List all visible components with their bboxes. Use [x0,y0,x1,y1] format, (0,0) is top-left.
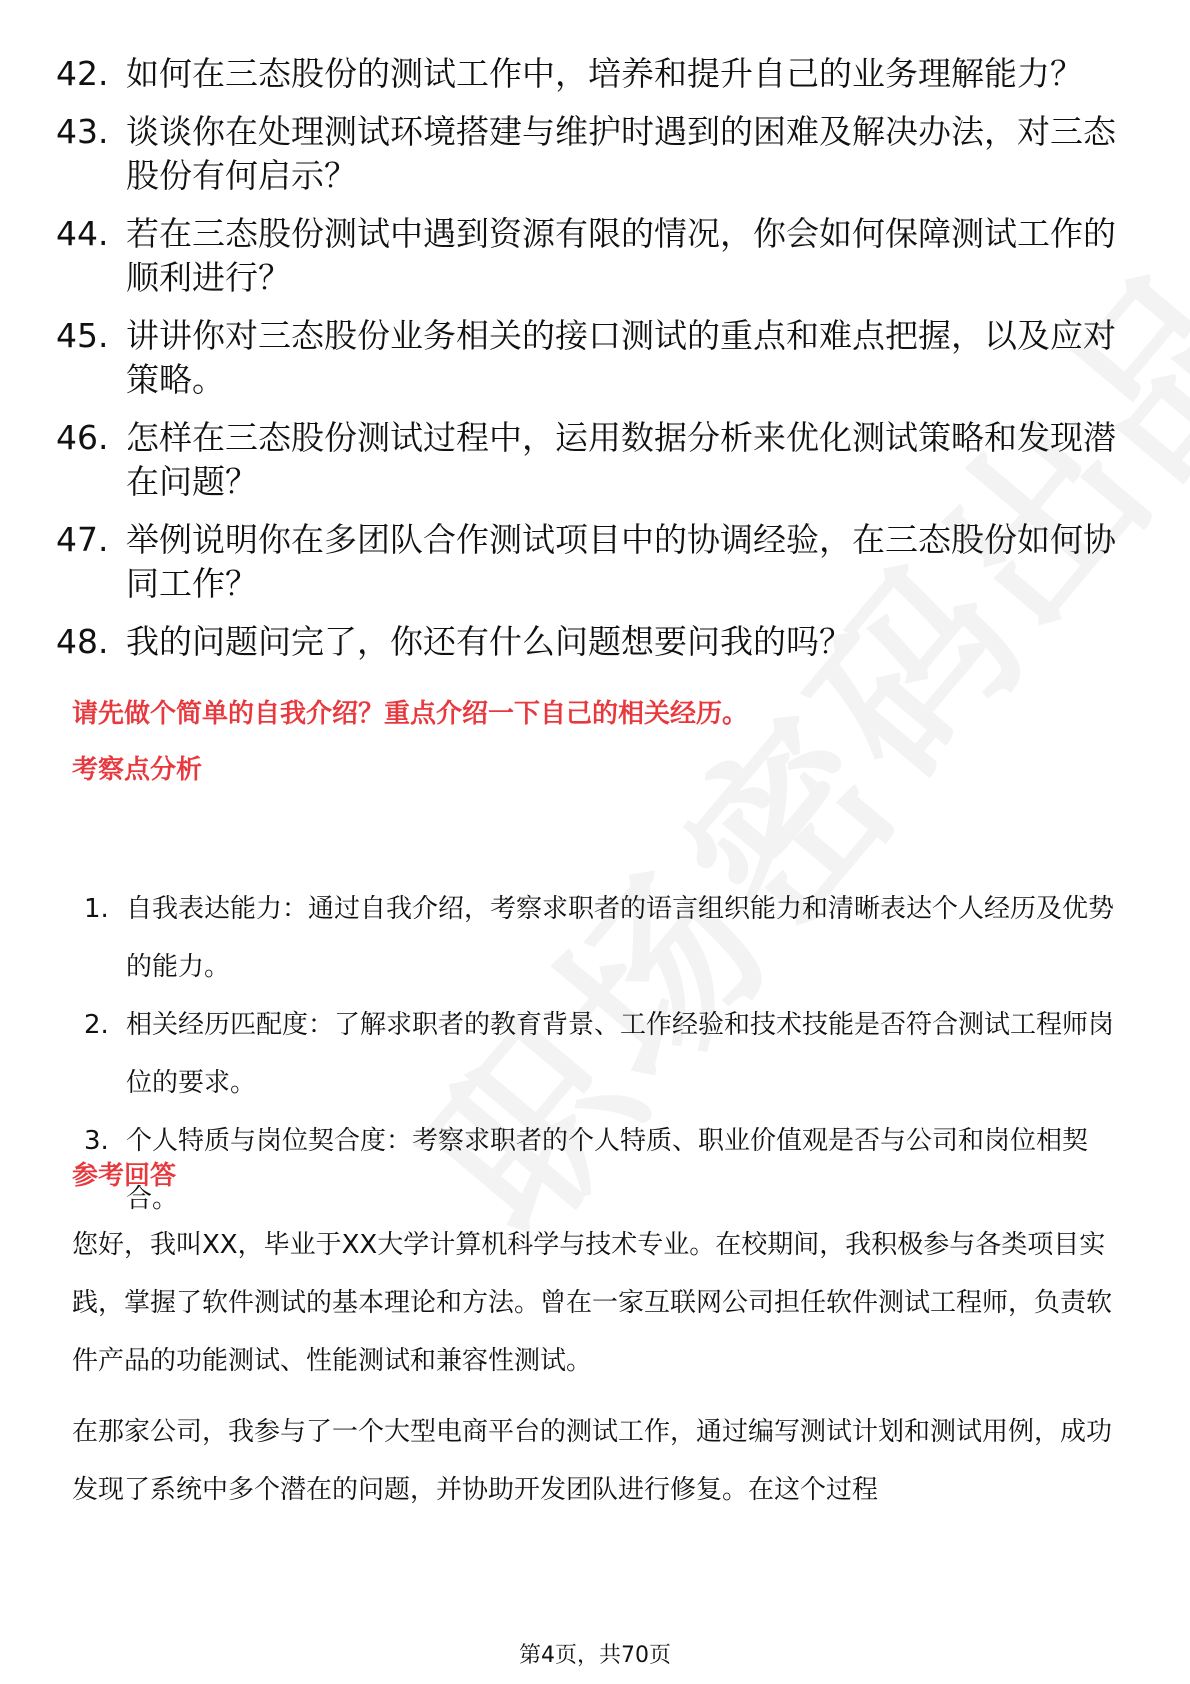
question-item [56,110,1136,198]
analysis-heading: 考察点分析 [72,755,203,785]
answer-paragraph: 在那家公司，我参与了一个大型电商平台的测试工作，通过编写测试计划和测试用例，成功发现了系统中多个潜在的问题，并协助开发团队进行修复。在这个过程 [72,1417,1113,1505]
question-item [56,314,1136,402]
analysis-item [84,880,1124,996]
analysis-text: 相关经历匹配度：了解求职者的教育背景、工作经验和技术技能是否符合测试工程师岗位的要求。 [126,1010,1115,1098]
analysis-text: 自我表达能力：通过自我介绍，考察求职者的语言组织能力和清晰表达个人经历及优势的能力。 [126,894,1115,982]
analysis-number: 3. [84,1126,109,1156]
page-footer: 第4页，共70页 [519,1643,671,1668]
analysis-text: 个人特质与岗位契合度：考察求职者的个人特质、职业价值观是否与公司和岗位相契合。 [126,1126,1089,1214]
question-text: 举例说明你在多团队合作测试项目中的协调经验，在三态股份如何协同工作？ [126,520,1116,603]
analysis-item [84,1112,1124,1228]
question-text: 谈谈你在处理测试环境搭建与维护时遇到的困难及解决办法，对三态股份有何启示？ [126,112,1116,195]
question-title: 请先做个简单的自我介绍？重点介绍一下自己的相关经历。 [72,699,749,729]
question-item [56,620,1136,664]
analysis-list [84,880,1124,1228]
analysis-number: 1. [84,894,109,924]
question-text: 我的问题问完了，你还有什么问题想要问我的吗？ [126,622,852,661]
question-number: 48. [56,622,109,661]
question-text: 如何在三态股份的测试工作中，培养和提升自己的业务理解能力？ [126,54,1083,93]
question-number: 46. [56,418,109,457]
question-item [56,212,1136,300]
question-item [56,518,1136,606]
question-text: 怎样在三态股份测试过程中，运用数据分析来优化测试策略和发现潜在问题？ [126,418,1116,501]
question-list [56,52,1136,678]
answer-heading: 参考回答 [72,1161,177,1191]
question-item [56,52,1136,96]
question-item [56,416,1136,504]
question-number: 42. [56,54,109,93]
question-number: 44. [56,214,109,253]
answer-paragraph: 您好，我叫XX，毕业于XX大学计算机科学与技术专业。在校期间，我积极参与各类项目实践，掌握了软件测试的基本理论和方法。曾在一家互联网公司担任软件测试工程师，负责软件产品的功能测试、性能测试和兼容性测试。 [72,1230,1113,1376]
analysis-item [84,996,1124,1112]
question-number: 47. [56,520,109,559]
question-text: 若在三态股份测试中遇到资源有限的情况，你会如何保障测试工作的顺利进行？ [126,214,1116,297]
analysis-number: 2. [84,1010,109,1040]
question-number: 43. [56,112,109,151]
question-number: 45. [56,316,109,355]
question-text: 讲讲你对三态股份业务相关的接口测试的重点和难点把握，以及应对策略。 [126,316,1116,399]
